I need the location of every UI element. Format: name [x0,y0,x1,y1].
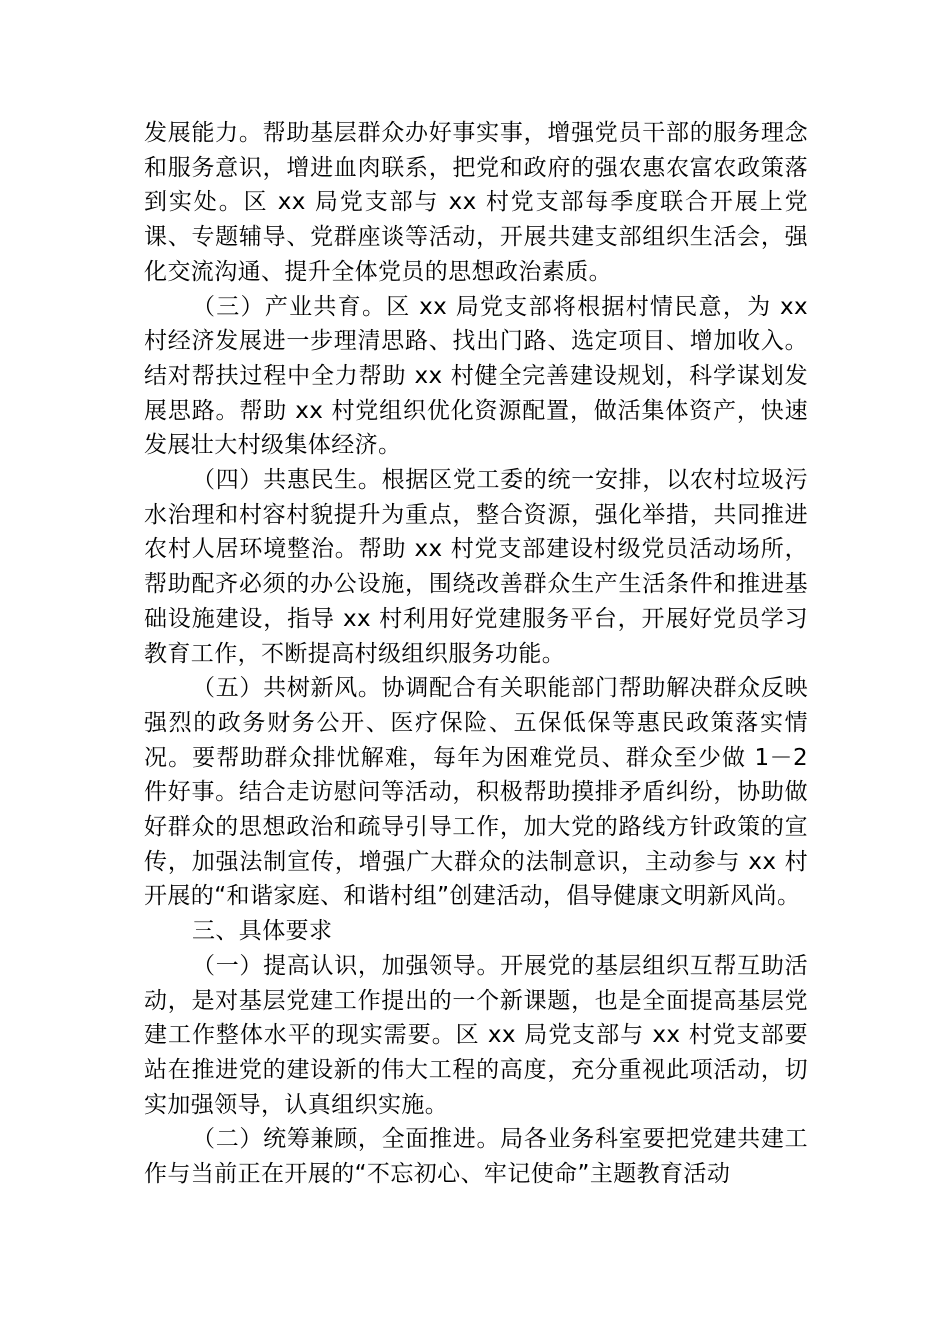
paragraph-raise-awareness: （一）提高认识，加强领导。开展党的基层组织互帮互助活动，是对基层党建工作提出的一个新课题，也是全面提高基层党建工作整体水平的现实需要。区 xx 局党支部与 xx 村党支部要站在推进党的建设新的伟大工程的高度，充分重视此项活动，切实加强领导，认真组织实施。 [144,952,808,1118]
section-heading-specific-requirements: 三、具体要求 [192,918,333,945]
paragraph-shared-livelihood: （四）共惠民生。根据区党工委的统一安排，以农村垃圾污水治理和村容村貌提升为重点，整合资源，强化举措，共同推进农村人居环境整治。帮助 xx 村党支部建设村级党员活动场所，帮助配齐必须的办公设施，围绕改善群众生产生活条件和推进基础设施建设，指导 xx 村利用好党建服务平台，开展好党员学习教育工作，不断提高村级组织服务功能。 [144,467,808,667]
paragraph-overall-planning: （二）统筹兼顾，全面推进。局各业务科室要把党建共建工作与当前正在开展的“不忘初心、牢记使命”主题教育活动 [144,1126,808,1188]
paragraph-industry-cultivation: （三）产业共育。区 xx 局党支部将根据村情民意，为 xx 村经济发展进一步理清思路、找出门路、选定项目、增加收入。结对帮扶过程中全力帮助 xx 村健全完善建设规划，科学谋划发展思路。帮助 xx 村党组织优化资源配置，做活集体资产，快速发展壮大村级集体经济。 [144,293,808,459]
paragraph-continued-development: 发展能力。帮助基层群众办好事实事，增强党员干部的服务理念和服务意识，增进血肉联系，把党和政府的强农惠农富农政策落到实处。区 xx 局党支部与 xx 村党支部每季度联合开展上党课、专题辅导、党群座谈等活动，开展共建支部组织生活会，强化交流沟通、提升全体党员的思想政治素质。 [144,120,808,285]
paragraph-new-custom: （五）共树新风。协调配合有关职能部门帮助解决群众反映强烈的政务财务公开、医疗保险、五保低保等惠民政策落实情况。要帮助群众排忧解难，每年为困难党员、群众至少做 1－2 件好事。结合走访慰问等活动，积极帮助摸排矛盾纠纷，协助做好群众的思想政治和疏导引导工作，加大党的路线方针政策的宣传，加强法制宣传，增强广大群众的法制意识，主动参与 xx 村开展的“和谐家庭、和谐村组”创建活动，倡导健康文明新风尚。 [144,675,808,910]
document-page [144,116,808,1192]
